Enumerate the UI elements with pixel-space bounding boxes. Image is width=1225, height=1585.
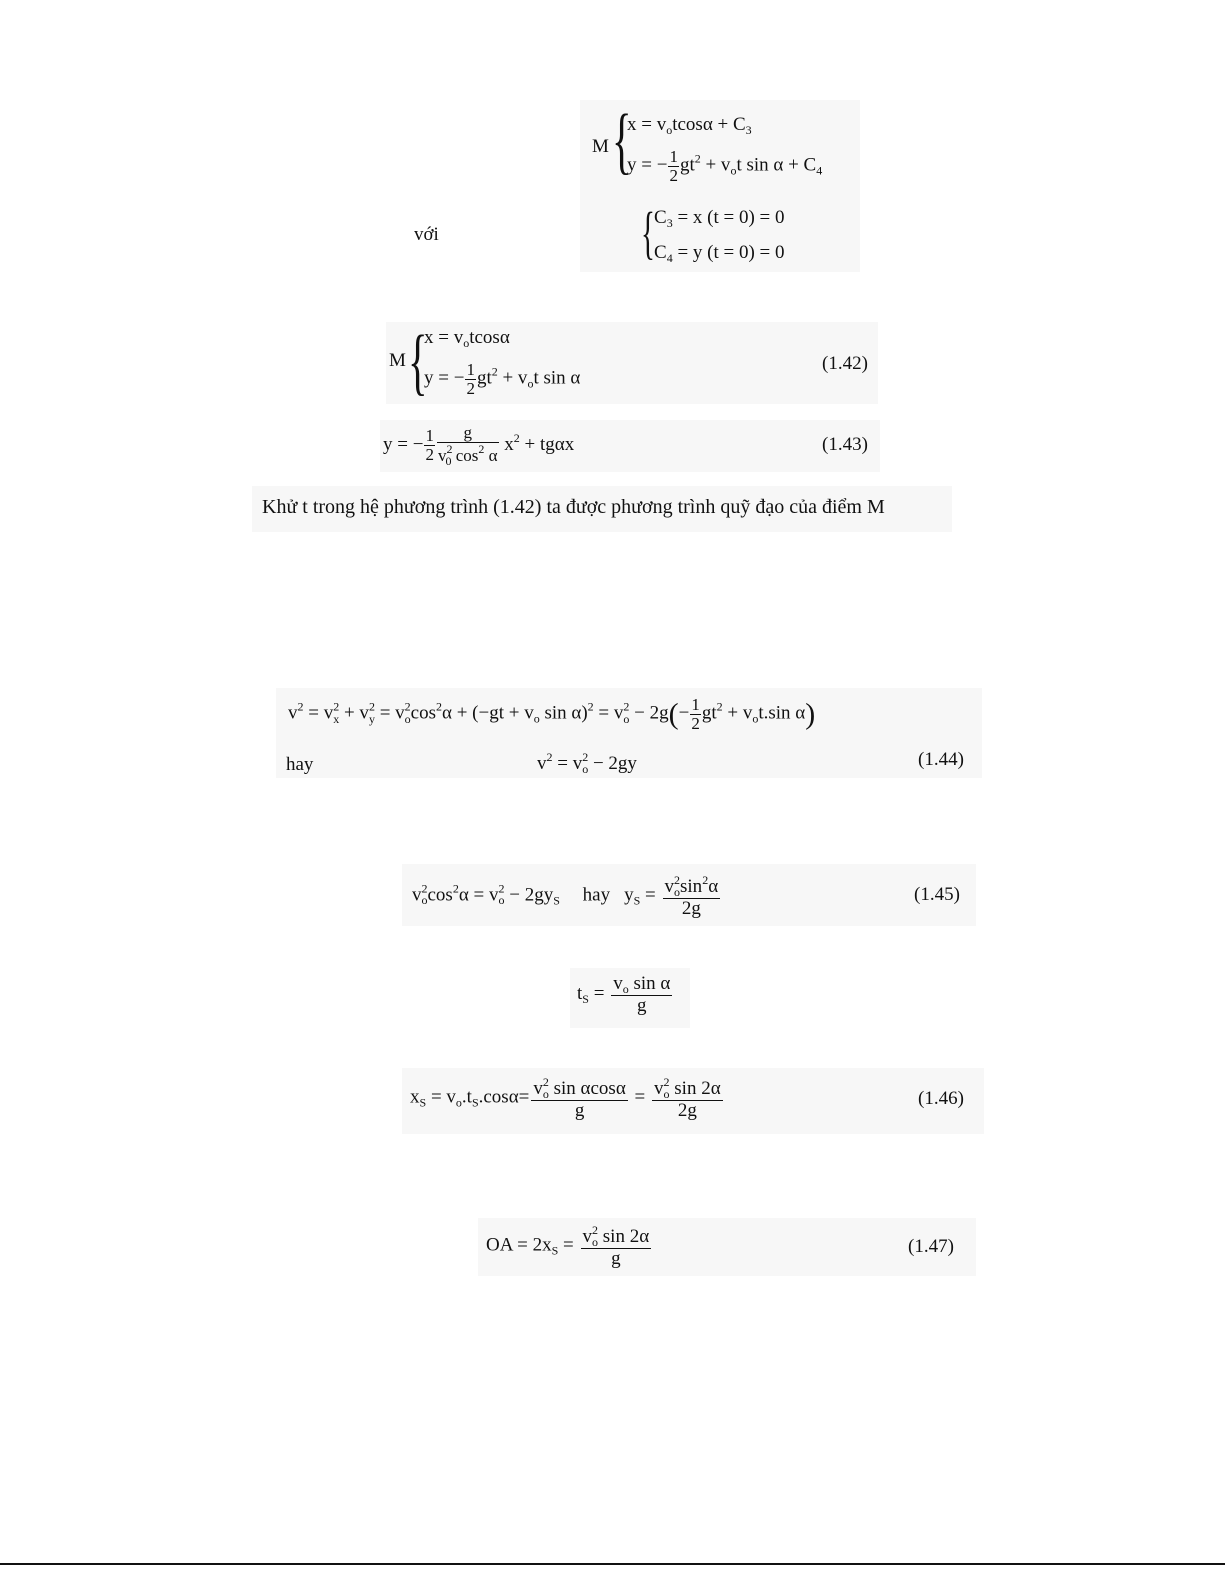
- eq142-line1: $x = v_otcos\alpha$: [424, 327, 510, 350]
- eq142-label: M: [389, 350, 406, 371]
- eq143: y = − $\frac{1}{2}$ $\frac{g}{v^2_0 \cos^2 \alpha}$ $x^2 + tg\alpha x$: [383, 423, 575, 468]
- eq147-fraction: $\frac{v^2_o \sin 2\alpha}{g}$: [582, 1223, 650, 1269]
- eq145-number: (1.45): [914, 884, 960, 905]
- eq146-fraction-2: $\frac{v^2_o \sin 2\alpha}{2g}$: [654, 1075, 721, 1121]
- eq147-number: (1.47): [908, 1236, 954, 1257]
- eq143-fraction-2: $\frac{g}{v^2_0 \cos^2 \alpha}$: [437, 423, 498, 468]
- eq143-number: (1.43): [822, 434, 868, 455]
- eq142-number: (1.42): [822, 353, 868, 374]
- eq2-line1: $C_3 = x$ (t = 0) = 0: [654, 207, 785, 230]
- eq1-brace: {: [612, 100, 632, 182]
- eq144-word: hay: [286, 754, 314, 775]
- eq146-fraction-1: $\frac{v^2_o \sin \alpha\cos\alpha}{g}$: [533, 1075, 626, 1121]
- eq142-brace: {: [408, 321, 428, 403]
- eq145-fraction: $\frac{v^2_o\sin^2\alpha}{2g}$: [664, 873, 719, 919]
- eq143-fraction-1: $\frac{1}{2}$: [425, 426, 434, 465]
- eq146-number: (1.46): [918, 1088, 964, 1109]
- eq144: $v^2 = v^2_o - 2gy$: [537, 750, 637, 776]
- eq-ts: $t_S$ = $\frac{v_o \sin \alpha}{g}$: [577, 973, 671, 1016]
- eq2-brace: {: [641, 200, 655, 265]
- eq142-fraction: $\frac{1}{2}$: [466, 360, 475, 398]
- eq144-number: (1.44): [918, 749, 964, 770]
- eq2-line2: $C_4 = y$ (t = 0) = 0: [654, 242, 785, 265]
- eq145: $v^2_o\cos^2\alpha = v^2_o - 2gy_S$ hay $y_S$ = $\frac{v^2_o\sin^2\alpha}{2g}$: [412, 873, 719, 919]
- eq-speed-fraction: $\frac{1}{2}$: [691, 695, 700, 733]
- eq-speed: $v^2 = v^2_x + v^2_y = v^2_o\cos^2\alpha + (-gt + v_o$ $\sin \alpha)^2 = v^2_o - 2g(-$ $\frac{1}{2}$ $gt^2 + v_ot.\sin$ α): [288, 695, 816, 733]
- eq-ts-fraction: $\frac{v_o \sin \alpha}{g}$: [613, 973, 671, 1016]
- eq147: OA = $2x_S$ = $\frac{v^2_o \sin 2\alpha}{g}$: [486, 1223, 650, 1269]
- eq2-word: với: [414, 224, 439, 245]
- eq1-fraction: $\frac{1}{2}$: [669, 147, 678, 185]
- eq146: $x_S = v_o.t_S.\cos\alpha=$ $\frac{v^2_o \sin \alpha\cos\alpha}{g}$ = $\frac{v^2_o \sin 2\alpha}{2g}$: [410, 1075, 721, 1121]
- eq1-label: M: [592, 136, 609, 157]
- page-bottom-rule: [0, 1563, 1225, 1565]
- eq1-line1: $x = v_otcos\alpha + C_3$: [627, 114, 752, 137]
- eq1-line2: y = − $\frac{1}{2}$ $gt^2 + v_ot$ $\sin \alpha + C_4$: [627, 147, 823, 185]
- paragraph-text: Khử t trong hệ phương trình (1.42) ta được phương trình quỹ đạo của điểm M: [262, 496, 885, 518]
- eq142-line2: y = − $\frac{1}{2}$ $gt^2 + v_ot$ sin α: [424, 360, 581, 398]
